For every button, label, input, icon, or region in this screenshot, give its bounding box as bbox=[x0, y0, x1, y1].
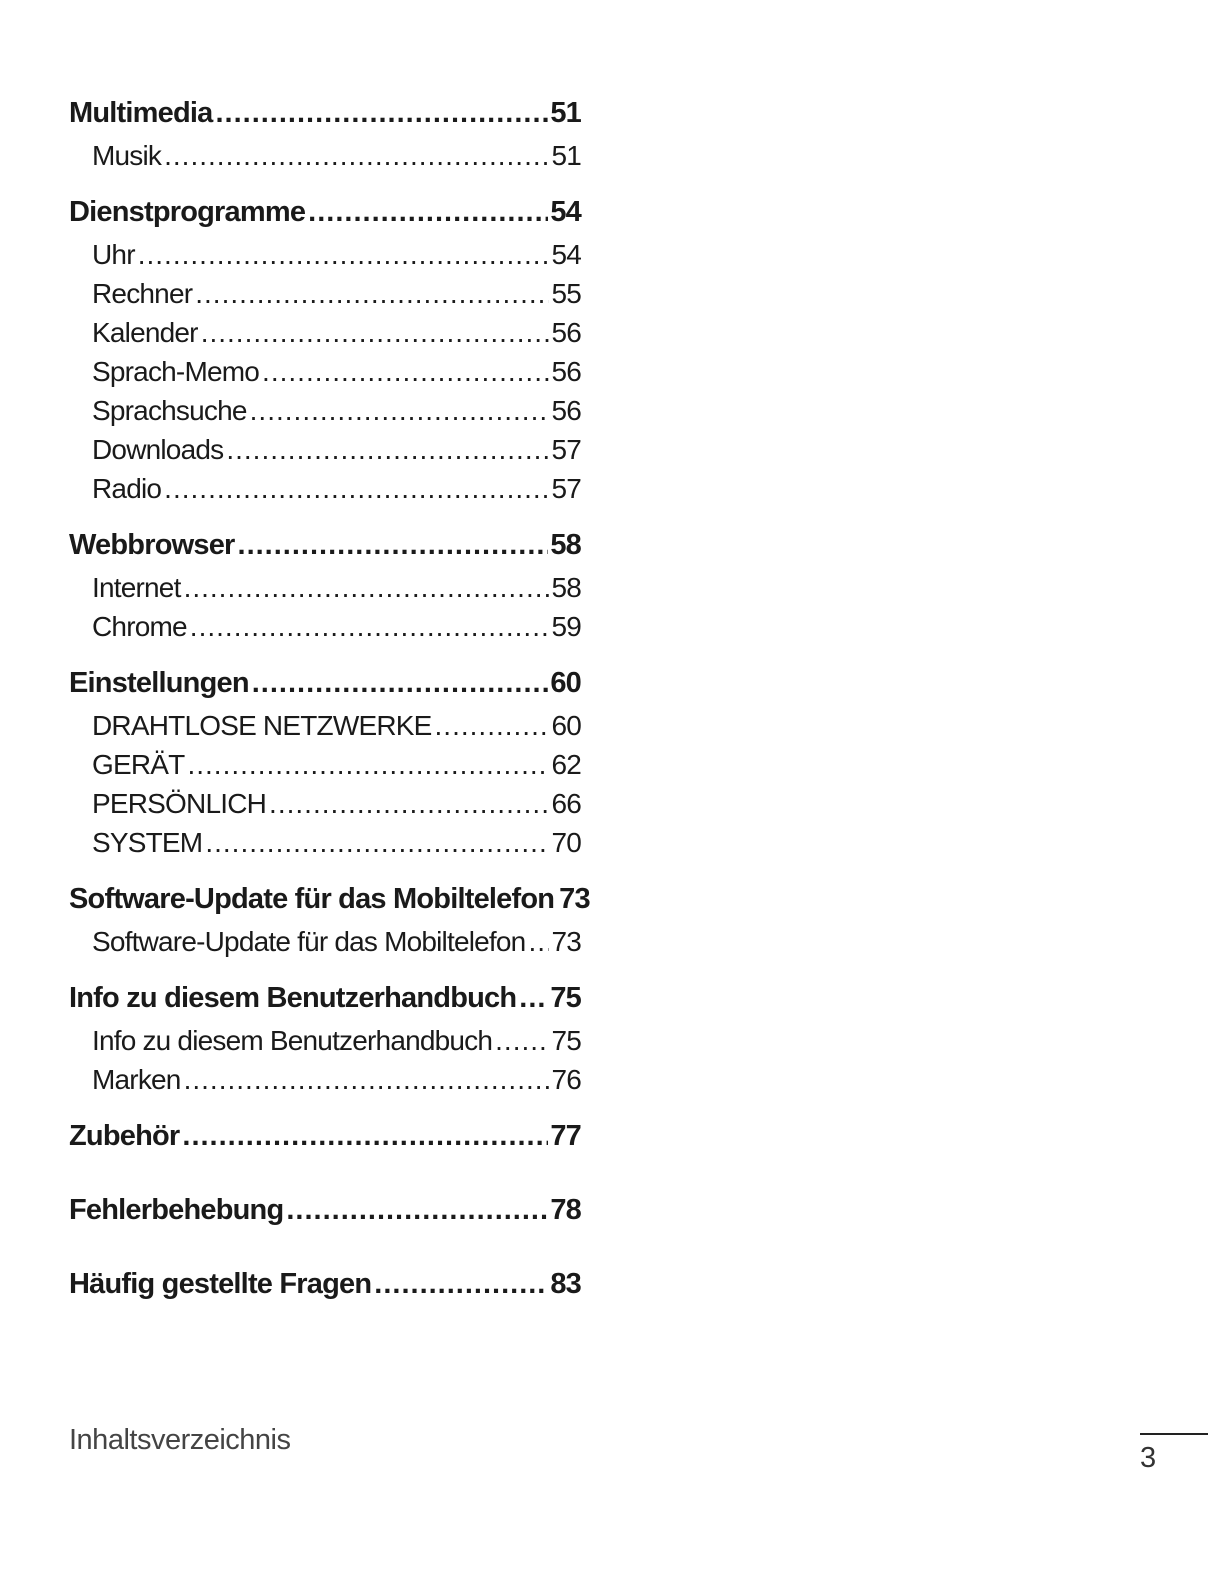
toc-entry-title: PERSÖNLICH bbox=[92, 788, 267, 819]
toc-entry-title: Internet bbox=[92, 572, 181, 603]
toc-section-title: Info zu diesem Benutzerhandbuch bbox=[69, 982, 517, 1014]
toc-section bbox=[69, 522, 581, 646]
toc-entry[interactable] bbox=[69, 235, 581, 274]
toc-entry[interactable] bbox=[69, 136, 581, 175]
toc-page-number: 58 bbox=[551, 572, 581, 603]
toc-entry[interactable] bbox=[69, 1060, 581, 1099]
toc-dot-leader bbox=[187, 745, 549, 784]
toc-dot-leader bbox=[262, 352, 549, 391]
toc-page-number: 83 bbox=[550, 1268, 581, 1300]
toc-entry-title: Sprachsuche bbox=[92, 395, 247, 426]
toc-page-number: 78 bbox=[550, 1194, 581, 1226]
toc-dot-leader bbox=[528, 922, 549, 961]
toc-section bbox=[69, 876, 590, 961]
toc-section bbox=[69, 189, 581, 508]
toc-entry-title: Marken bbox=[92, 1064, 181, 1095]
toc-section bbox=[69, 1261, 581, 1307]
toc-section-heading[interactable] bbox=[69, 90, 581, 136]
toc-page-number: 58 bbox=[550, 529, 581, 561]
toc-entry[interactable] bbox=[69, 823, 581, 862]
toc-section-heading[interactable] bbox=[69, 975, 581, 1021]
toc-entry-title: Radio bbox=[92, 473, 162, 504]
toc-page-number: 77 bbox=[550, 1120, 581, 1152]
toc-page-number: 56 bbox=[551, 356, 581, 387]
table-of-contents bbox=[69, 90, 590, 1335]
toc-section-title: Einstellungen bbox=[69, 667, 249, 699]
toc-section-heading[interactable] bbox=[69, 522, 581, 568]
toc-page-number: 60 bbox=[550, 667, 581, 699]
toc-dot-leader bbox=[201, 313, 550, 352]
toc-page-number: 54 bbox=[551, 239, 581, 270]
toc-section-title: Multimedia bbox=[69, 97, 213, 129]
toc-entry[interactable] bbox=[69, 607, 581, 646]
toc-dot-leader bbox=[138, 235, 550, 274]
toc-entry[interactable] bbox=[69, 745, 581, 784]
toc-section bbox=[69, 975, 581, 1099]
toc-entry-title: SYSTEM bbox=[92, 827, 203, 858]
toc-dot-leader bbox=[190, 607, 550, 646]
toc-section bbox=[69, 1113, 581, 1159]
footer-rule bbox=[1140, 1433, 1208, 1435]
toc-entry-title: Software-Update für das Mobiltelefon bbox=[92, 926, 526, 957]
toc-page-number: 75 bbox=[551, 1025, 581, 1056]
toc-dot-leader bbox=[308, 189, 548, 235]
toc-section-heading[interactable] bbox=[69, 876, 590, 922]
toc-dot-leader bbox=[184, 568, 550, 607]
toc-page-number: 76 bbox=[551, 1064, 581, 1095]
toc-section-title: Software-Update für das Mobiltelefon bbox=[69, 883, 555, 915]
toc-page-number: 75 bbox=[550, 982, 581, 1014]
toc-page-number: 55 bbox=[551, 278, 581, 309]
toc-section-heading[interactable] bbox=[69, 1261, 581, 1307]
toc-entry-title: Chrome bbox=[92, 611, 187, 642]
toc-page-number: 51 bbox=[550, 97, 581, 129]
toc-page-number: 51 bbox=[551, 140, 581, 171]
toc-entry[interactable] bbox=[69, 274, 581, 313]
toc-entry-title: Downloads bbox=[92, 434, 224, 465]
toc-entry[interactable] bbox=[69, 568, 581, 607]
toc-page-number: 73 bbox=[559, 883, 590, 915]
toc-entry-title: Kalender bbox=[92, 317, 198, 348]
toc-entry-title: DRAHTLOSE NETZWERKE bbox=[92, 710, 432, 741]
toc-dot-leader bbox=[164, 136, 549, 175]
toc-dot-leader bbox=[205, 823, 549, 862]
toc-entry[interactable] bbox=[69, 706, 581, 745]
toc-section bbox=[69, 90, 581, 175]
toc-dot-leader bbox=[250, 391, 550, 430]
toc-entry[interactable] bbox=[69, 391, 581, 430]
toc-section bbox=[69, 1187, 581, 1233]
toc-page-number: 57 bbox=[551, 473, 581, 504]
toc-entry[interactable] bbox=[69, 313, 581, 352]
toc-section-heading[interactable] bbox=[69, 1187, 581, 1233]
toc-section-heading[interactable] bbox=[69, 189, 581, 235]
toc-page-number: 73 bbox=[551, 926, 581, 957]
toc-page-number: 56 bbox=[551, 317, 581, 348]
toc-page-number: 66 bbox=[551, 788, 581, 819]
toc-dot-leader bbox=[164, 469, 549, 508]
toc-dot-leader bbox=[226, 430, 549, 469]
toc-page-number: 54 bbox=[550, 196, 581, 228]
toc-section-title: Fehlerbehebung bbox=[69, 1194, 284, 1226]
toc-section-heading[interactable] bbox=[69, 660, 581, 706]
toc-entry-title: Info zu diesem Benutzerhandbuch bbox=[92, 1025, 493, 1056]
toc-dot-leader bbox=[238, 522, 549, 568]
toc-section-title: Webbrowser bbox=[69, 529, 235, 561]
toc-dot-leader bbox=[182, 1113, 548, 1159]
toc-section-title: Häufig gestellte Fragen bbox=[69, 1268, 372, 1300]
toc-dot-leader bbox=[252, 660, 549, 706]
toc-entry[interactable] bbox=[69, 922, 581, 961]
toc-entry-title: Uhr bbox=[92, 239, 135, 270]
toc-page-number: 59 bbox=[551, 611, 581, 642]
toc-entry[interactable] bbox=[69, 1021, 581, 1060]
toc-page-number: 56 bbox=[551, 395, 581, 426]
toc-dot-leader bbox=[269, 784, 549, 823]
toc-dot-leader bbox=[519, 975, 548, 1021]
toc-entry-title: Rechner bbox=[92, 278, 193, 309]
toc-section-title: Zubehör bbox=[69, 1120, 180, 1152]
toc-section bbox=[69, 660, 581, 862]
toc-dot-leader bbox=[215, 90, 548, 136]
toc-dot-leader bbox=[286, 1187, 548, 1233]
toc-dot-leader bbox=[435, 706, 550, 745]
toc-entry-title: Sprach-Memo bbox=[92, 356, 260, 387]
toc-dot-leader bbox=[195, 274, 549, 313]
toc-entry-title: GERÄT bbox=[92, 749, 185, 780]
toc-dot-leader bbox=[184, 1060, 550, 1099]
toc-dot-leader bbox=[495, 1021, 549, 1060]
toc-entry[interactable] bbox=[69, 352, 581, 391]
toc-page-number: 62 bbox=[551, 749, 581, 780]
footer-section-label: Inhaltsverzeichnis bbox=[69, 1424, 291, 1456]
toc-page-number: 57 bbox=[551, 434, 581, 465]
toc-page-number: 70 bbox=[551, 827, 581, 858]
toc-page-number: 60 bbox=[551, 710, 581, 741]
toc-dot-leader bbox=[374, 1261, 548, 1307]
toc-section-heading[interactable] bbox=[69, 1113, 581, 1159]
toc-entry[interactable] bbox=[69, 430, 581, 469]
page-number: 3 bbox=[1140, 1442, 1157, 1474]
toc-entry-title: Musik bbox=[92, 140, 162, 171]
toc-section-title: Dienstprogramme bbox=[69, 196, 306, 228]
toc-entry[interactable] bbox=[69, 784, 581, 823]
toc-entry[interactable] bbox=[69, 469, 581, 508]
